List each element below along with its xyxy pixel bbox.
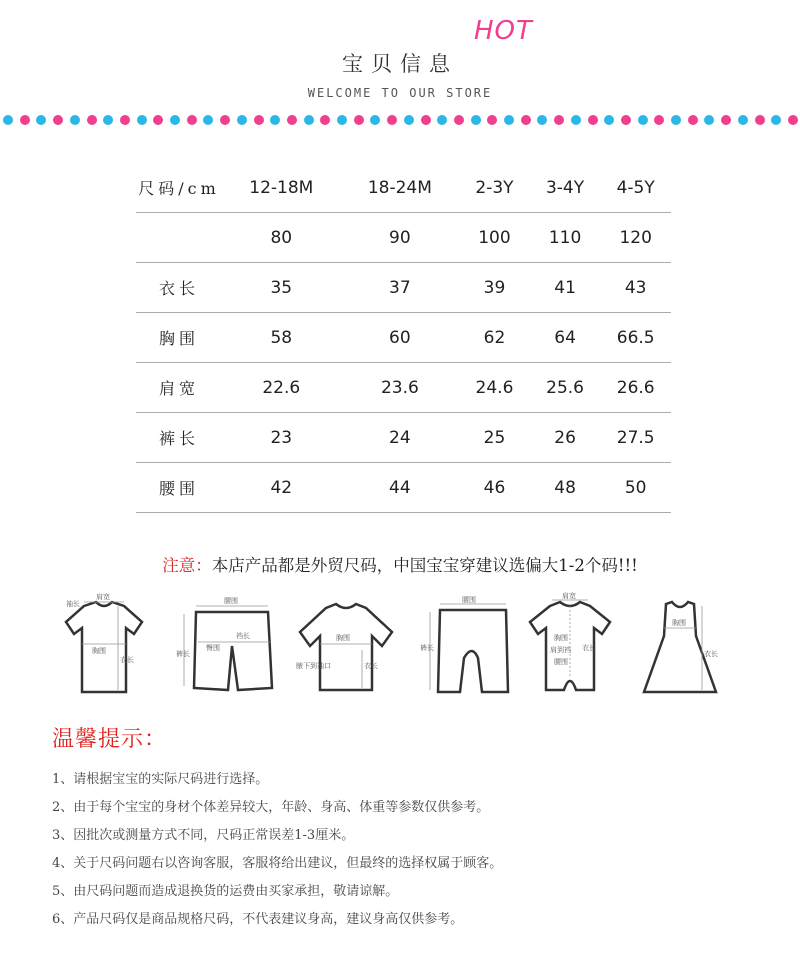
table-cell: 80: [222, 213, 341, 263]
divider-dot: [354, 115, 364, 125]
divider-dot: [671, 115, 681, 125]
header-cell: 4-5Y: [600, 163, 671, 213]
table-row: [136, 263, 671, 313]
raglan-tee-diagram: [296, 592, 396, 700]
garment-label: 腰围: [554, 658, 568, 666]
divider-dot: [688, 115, 698, 125]
header-cell: 18-24M: [341, 163, 460, 213]
garment-label: 腰围: [224, 597, 238, 605]
divider-dot: [270, 115, 280, 125]
garment-label: 胸围: [672, 619, 686, 627]
table-cell: 35: [222, 263, 341, 313]
table-cell: 120: [600, 213, 671, 263]
dress-diagram: [640, 592, 720, 700]
table-cell: 46: [459, 463, 530, 513]
header-cell: 12-18M: [222, 163, 341, 213]
divider-dot: [471, 115, 481, 125]
divider-dot: [404, 115, 414, 125]
divider-dot: [187, 115, 197, 125]
size-notice: [0, 552, 800, 576]
romper-diagram: [524, 592, 616, 704]
table-cell: 26: [530, 413, 601, 463]
row-label: [136, 213, 222, 263]
table-cell: 110: [530, 213, 601, 263]
divider-dot: [220, 115, 230, 125]
table-cell: 64: [530, 313, 601, 363]
notice-text: 本店产品都是外贸尺码，中国宝宝穿建议选偏大1-2个码!!!: [211, 556, 638, 575]
divider-dot: [588, 115, 598, 125]
size-table: [136, 163, 671, 513]
table-cell: 26.6: [600, 363, 671, 413]
welcome-subtitle: WELCOME TO OUR STORE: [307, 86, 493, 100]
table-cell: 58: [222, 313, 341, 363]
divider-dot: [437, 115, 447, 125]
garment-label: 衣长: [120, 656, 134, 664]
table-row: [136, 363, 671, 413]
table-cell: 100: [459, 213, 530, 263]
tip-item: 3、因批次或测量方式不同，尺码正常误差1-3厘米。: [52, 828, 355, 843]
tips-title: 温馨提示：: [52, 727, 168, 752]
table-row: [136, 213, 671, 263]
garment-label: 胸围: [336, 634, 350, 642]
table-cell: 23: [222, 413, 341, 463]
notice-prefix: 注意：: [162, 556, 212, 575]
divider-dot: [521, 115, 531, 125]
row-label: 胸围: [136, 313, 222, 363]
divider-dot: [36, 115, 46, 125]
divider-dot: [70, 115, 80, 125]
header-cell: 3-4Y: [530, 163, 601, 213]
tip-item: 5、由尺码问题而造成退换货的运费由买家承担，敬请谅解。: [52, 884, 399, 899]
divider-dot: [721, 115, 731, 125]
divider-dot: [304, 115, 314, 125]
dotted-divider: [0, 112, 800, 128]
table-cell: 62: [459, 313, 530, 363]
garment-label: 胸围: [554, 634, 568, 642]
row-label: 裤长: [136, 413, 222, 463]
divider-dot: [771, 115, 781, 125]
page-title: 宝贝信息: [342, 52, 458, 76]
tip-item: 1、请根据宝宝的实际尺码进行选择。: [52, 772, 269, 787]
divider-dot: [755, 115, 765, 125]
pants-diagram: [420, 592, 516, 700]
table-cell: 44: [341, 463, 460, 513]
header-cell: 2-3Y: [459, 163, 530, 213]
divider-dot: [704, 115, 714, 125]
table-row: [136, 463, 671, 513]
shorts-diagram: [176, 592, 276, 700]
garment-label: 裤长: [176, 650, 190, 658]
divider-dot: [137, 115, 147, 125]
garment-label: 衣长: [364, 662, 378, 670]
size-table-header: [136, 163, 671, 213]
tip-item: 6、产品尺码仅是商品规格尺码，不代表建议身高，建议身高仅供参考。: [52, 912, 464, 927]
divider-dot: [370, 115, 380, 125]
garment-label: 肩到裆: [550, 646, 571, 654]
divider-dot: [153, 115, 163, 125]
divider-dot: [554, 115, 564, 125]
divider-dot: [537, 115, 547, 125]
table-cell: 27.5: [600, 413, 671, 463]
tip-item: 2、由于每个宝宝的身材个体差异较大，年龄、身高、体重等参数仅供参考。: [52, 800, 490, 815]
tshirt-diagram: [62, 592, 147, 700]
hot-badge: HOT: [474, 16, 533, 46]
divider-dot: [320, 115, 330, 125]
divider-dot: [788, 115, 798, 125]
table-row: [136, 413, 671, 463]
divider-dot: [487, 115, 497, 125]
garment-label: 裆长: [236, 632, 250, 640]
garment-label: 臀围: [206, 644, 220, 652]
divider-dot: [571, 115, 581, 125]
table-cell: 22.6: [222, 363, 341, 413]
garment-label: 肩宽: [562, 592, 576, 600]
table-cell: 48: [530, 463, 601, 513]
divider-dot: [337, 115, 347, 125]
divider-dot: [87, 115, 97, 125]
garment-measurement-diagrams: [0, 592, 800, 704]
divider-dot: [387, 115, 397, 125]
row-label: 衣长: [136, 263, 222, 313]
divider-dot: [421, 115, 431, 125]
divider-dot: [454, 115, 464, 125]
divider-dot: [20, 115, 30, 125]
garment-label: 袖长: [66, 600, 80, 608]
table-cell: 39: [459, 263, 530, 313]
divider-dot: [638, 115, 648, 125]
tips-list: [52, 768, 502, 936]
table-cell: 43: [600, 263, 671, 313]
divider-dot: [504, 115, 514, 125]
garment-label: 衣长: [704, 650, 718, 658]
table-cell: 60: [341, 313, 460, 363]
table-cell: 24.6: [459, 363, 530, 413]
table-cell: 41: [530, 263, 601, 313]
divider-dot: [738, 115, 748, 125]
table-cell: 23.6: [341, 363, 460, 413]
garment-label: 衣长: [582, 644, 596, 652]
divider-dot: [120, 115, 130, 125]
divider-dot: [604, 115, 614, 125]
divider-dot: [254, 115, 264, 125]
table-cell: 90: [341, 213, 460, 263]
table-cell: 66.5: [600, 313, 671, 363]
divider-dot: [3, 115, 13, 125]
divider-dot: [621, 115, 631, 125]
tip-item: 4、关于尺码问题右以咨询客服，客服将给出建议，但最终的选择权属于顾客。: [52, 856, 503, 871]
divider-dot: [103, 115, 113, 125]
table-cell: 25.6: [530, 363, 601, 413]
garment-label: 裤长: [420, 644, 434, 652]
table-cell: 25: [459, 413, 530, 463]
garment-label: 腋下到袖口: [296, 662, 331, 670]
garment-label: 肩宽: [96, 593, 110, 601]
row-label: 肩宽: [136, 363, 222, 413]
divider-dot: [287, 115, 297, 125]
garment-label: 胸围: [92, 647, 106, 655]
divider-dot: [170, 115, 180, 125]
table-row: [136, 313, 671, 363]
header-cell: 尺码/cm: [136, 163, 222, 213]
divider-dot: [53, 115, 63, 125]
garment-label: 腰围: [462, 596, 476, 604]
divider-dot: [237, 115, 247, 125]
table-cell: 24: [341, 413, 460, 463]
divider-dot: [203, 115, 213, 125]
table-cell: 42: [222, 463, 341, 513]
divider-dot: [654, 115, 664, 125]
row-label: 腰围: [136, 463, 222, 513]
table-cell: 37: [341, 263, 460, 313]
table-cell: 50: [600, 463, 671, 513]
